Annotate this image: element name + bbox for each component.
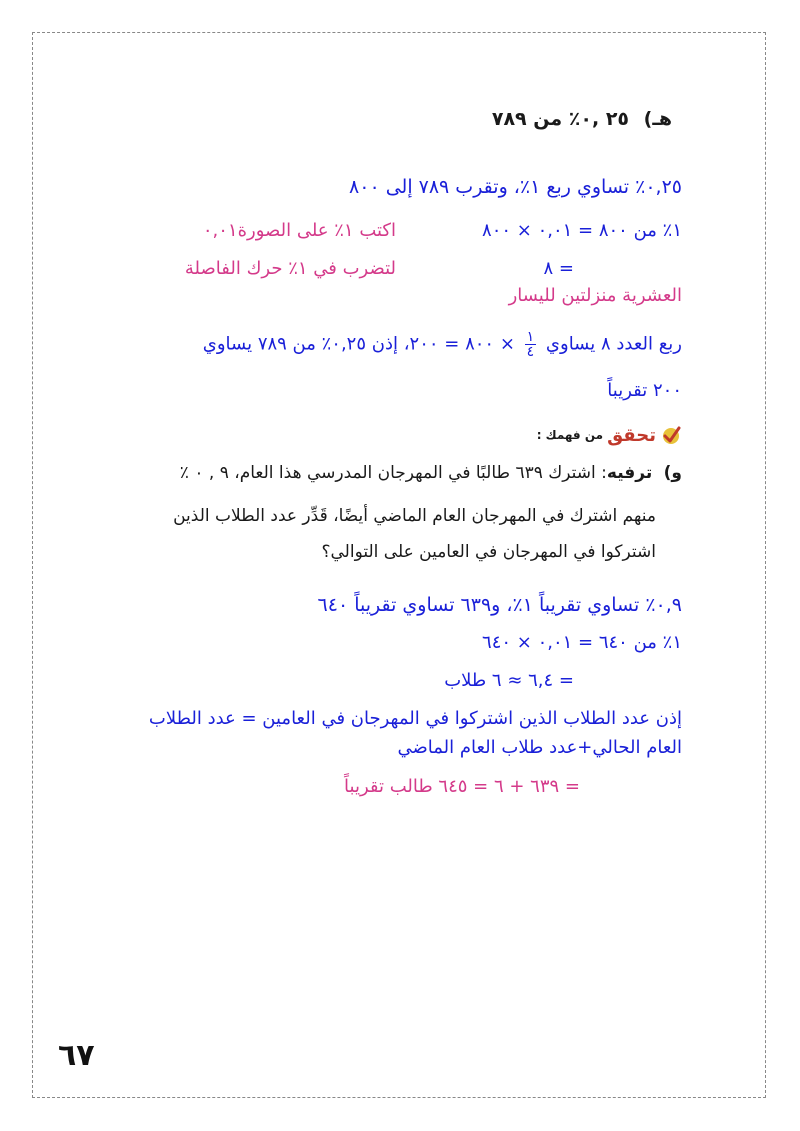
check-title: تحقق: [607, 424, 656, 446]
part-w-text1: : اشترك ٦٣٩ طالبًا في المهرجان المدرسي هذا العام، ٩ , ٠ ٪: [179, 463, 607, 483]
part-h-heading: [492, 108, 672, 130]
checkmark-icon: [660, 424, 682, 446]
page-number: ٦٧: [58, 1038, 95, 1073]
check-understanding-header: [537, 424, 682, 446]
solution-w-line5: العام الحالي+عدد طلاب العام الماضي: [397, 737, 682, 758]
line4-end: × ٨٠٠ = ٢٠٠، إذن ٠,٢٥٪ من ٧٨٩ يساوي: [202, 333, 515, 355]
fraction-denominator: ٤: [526, 344, 535, 360]
note-decimal: العشرية منزلتين لليسار: [508, 285, 682, 306]
solution-h-line2: ١٪ من ٨٠٠ = ٠,٠١ × ٨٠٠: [482, 220, 682, 241]
part-h-text: ٢٥ ,٠٪ من ٧٨٩: [491, 108, 630, 130]
line4-start: ربع العدد ٨ يساوي: [545, 333, 682, 355]
part-w-line2: منهم اشترك في المهرجان العام الماضي أيضًا، قَدِّر عدد الطلاب الذين: [173, 506, 656, 526]
solution-w-line2: ١٪ من ٦٤٠ = ٠,٠١ × ٦٤٠: [482, 632, 682, 653]
part-w-topic: ترفيه: [606, 463, 653, 483]
part-w-line3: اشتركوا في المهرجان في العامين على التوالي؟: [321, 542, 656, 562]
solution-h-line4: [203, 330, 682, 359]
solution-w-line4: إذن عدد الطلاب الذين اشتركوا في المهرجان في العامين = عدد الطلاب: [148, 708, 682, 729]
fraction-numerator: ١: [526, 329, 535, 345]
fraction-quarter: [525, 330, 537, 359]
solution-w-line3: = ٦,٤ ≈ ٦ طلاب: [444, 670, 574, 691]
solution-w-line1: ٠,٩٪ تساوي تقريباً ١٪، و٦٣٩ تساوي تقريباً ٦٤٠: [317, 594, 682, 616]
solution-h-line1: ٠,٢٥٪ تساوي ربع ١٪، وتقرب ٧٨٩ إلى ٨٠٠: [349, 176, 682, 198]
note-write-decimal: اكتب ١٪ على الصورة٠,٠١: [202, 220, 396, 241]
part-w-line1: [180, 463, 682, 483]
check-subtitle: من فهمك :: [536, 428, 604, 442]
part-h-label: هـ): [643, 108, 672, 130]
note-multiply: لتضرب في ١٪ حرك الفاصلة: [184, 258, 396, 279]
solution-h-line5: ٢٠٠ تقريباً: [607, 380, 682, 401]
solution-h-line3: = ٨: [543, 258, 574, 279]
solution-w-line6: = ٦٣٩ + ٦ = ٦٤٥ طالب تقريباً: [344, 776, 580, 797]
part-w-label: و): [663, 463, 682, 483]
